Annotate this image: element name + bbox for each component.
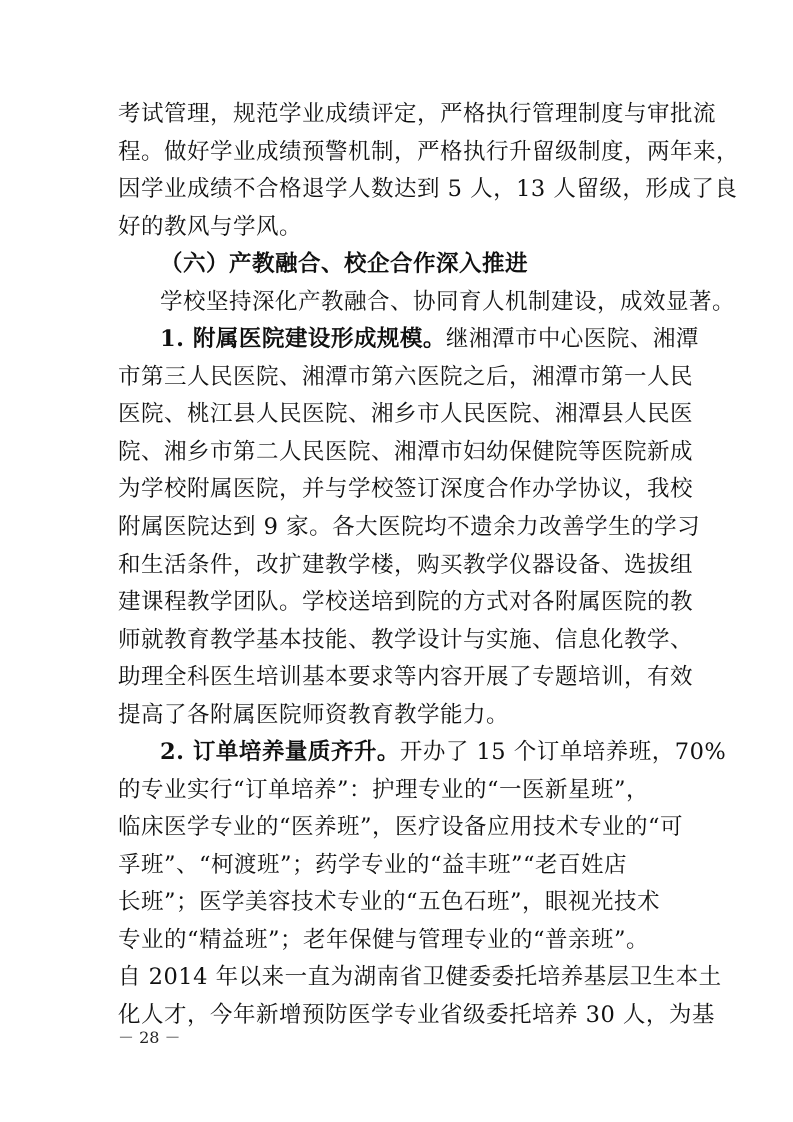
item2-line: 自 2014 年以来一直为湖南省卫健委委托培养基层卫生本土 <box>118 964 722 990</box>
item1-line: 师就教育教学基本技能、教学设计与实施、信息化教学、 <box>118 627 694 653</box>
item1-line: 附属医院达到 9 家。各大医院均不遗余力改善学生的学习 <box>118 514 701 540</box>
section-intro: 学校坚持深化产教融合、协同育人机制建设，成效显著。 <box>160 289 736 315</box>
item1-line: 建课程教学团队。学校送培到院的方式对各附属医院的教 <box>118 589 694 615</box>
paragraph-line: 好的教风与学风。 <box>118 214 303 240</box>
item1-line: 院、湘乡市第二人民医院、湘潭市妇幼保健院等医院新成 <box>118 439 694 465</box>
item2-first-line-text: 开办了 15 个订单培养班，70% <box>399 739 727 765</box>
item2-line: 专业的“精益班”；老年保健与管理专业的“普亲班”。 <box>118 927 650 953</box>
item1-line: 助理全科医生培训基本要求等内容开展了专题培训，有效 <box>118 664 694 690</box>
paragraph-line: 因学业成绩不合格退学人数达到 5 人，13 人留级，形成了良 <box>118 176 738 202</box>
paragraph-line: 程。做好学业成绩预警机制，严格执行升留级制度，两年来， <box>118 139 740 165</box>
item1-title: 1. 附属医院建设形成规模。 <box>160 326 446 352</box>
item2-line: 长班”；医学美容技术专业的“五色石班”，眼视光技术 <box>118 889 661 915</box>
section-heading: （六）产教融合、校企合作深入推进 <box>160 251 529 277</box>
item2-line: 化人才，今年新增预防医学专业省级委托培养 30 人，为基 <box>118 1002 715 1028</box>
item1-line: 为学校附属医院，并与学校签订深度合作办学协议，我校 <box>118 476 694 502</box>
item1-line: 提高了各附属医院师资教育教学能力。 <box>118 702 510 728</box>
item1-first-line-text: 继湘潭市中心医院、湘潭 <box>445 326 699 352</box>
page-number: － 28 － <box>118 1028 181 1047</box>
item2-line: 孚班”、“柯渡班”；药学专业的“益丰班”“老百姓店 <box>118 852 628 878</box>
item1-line: 医院、桃江县人民医院、湘乡市人民医院、湘潭县人民医 <box>118 401 694 427</box>
item1-line: 和生活条件，改扩建教学楼，购买教学仪器设备、选拔组 <box>118 552 694 578</box>
item2-title: 2. 订单培养量质齐升。 <box>160 739 400 765</box>
paragraph-line: 考试管理，规范学业成绩评定，严格执行管理制度与审批流 <box>118 101 717 127</box>
item2-line: 临床医学专业的“医养班”，医疗设备应用技术专业的“可 <box>118 814 684 840</box>
item2-line: 的专业实行“订单培养”：护理专业的“一医新星班”， <box>118 777 650 803</box>
item2-first-line <box>160 737 726 767</box>
item1-line: 市第三人民医院、湘潭市第六医院之后，湘潭市第一人民 <box>118 364 694 390</box>
item1-first-line <box>160 324 699 354</box>
